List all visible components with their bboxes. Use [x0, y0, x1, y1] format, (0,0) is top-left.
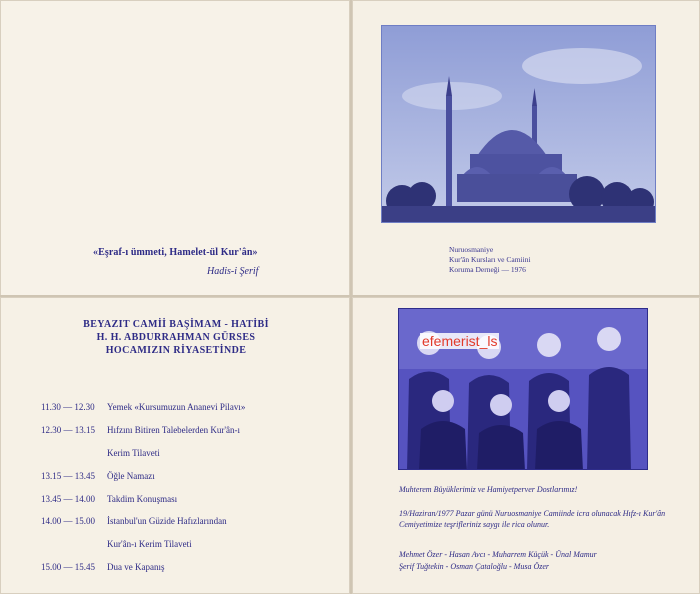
program-row: [41, 562, 164, 572]
program-row: [41, 448, 160, 458]
horizontal-fold: [0, 295, 700, 297]
mosque-illustration: [382, 26, 656, 223]
panel-top-left: [0, 0, 350, 296]
program-time: 13.45 — 14.00: [41, 494, 95, 504]
program-row: [41, 494, 177, 504]
signatories: [399, 549, 669, 573]
hadith-quote: «Eşraf-ı ümmeti, Hamelet-ül Kur'ân»: [93, 247, 258, 258]
program-item: Öğle Namazı: [107, 471, 155, 481]
panel-bottom-left: [0, 297, 350, 594]
caption-line: Koruma Derneği — 1976: [449, 265, 526, 274]
names-line: Mehmet Özer - Hasan Avcı - Muharrem Küçük - Ünal Mamur: [399, 550, 597, 559]
hadith-source: Hadis-i Şerif: [207, 266, 259, 277]
program-item: Hıfzını Bitiren Talebelerden Kur'ân-ı: [107, 425, 241, 435]
program-time: 13.15 — 13.45: [41, 471, 95, 481]
program-time: 11.30 — 12.30: [41, 402, 95, 412]
program-time: 14.00 — 15.00: [41, 516, 95, 526]
panel-bottom-right: [352, 297, 700, 594]
watermark-label: efemerist_ls: [422, 333, 498, 349]
program-row: [41, 471, 155, 481]
program-item: Yemek «Kursumuzun Ananevi Pilavı»: [107, 402, 246, 412]
mosque-caption: [449, 245, 531, 275]
program-item: Takdim Konuşması: [107, 494, 178, 504]
header-line: HOCAMIZIN RİYASETİNDE: [105, 345, 247, 356]
program-row: [41, 425, 240, 435]
program-time: 12.30 — 13.15: [41, 425, 95, 435]
program-item: Dua ve Kapanış: [107, 562, 165, 572]
names-line: Şerif Tuğtekin - Osman Çataloğlu - Musa Özer: [399, 562, 549, 571]
program-time: 15.00 — 15.45: [41, 562, 95, 572]
caption-line: Nuruosmaniye: [449, 245, 494, 254]
program-item: İstanbul'un Güzide Hafızlarından: [107, 516, 227, 526]
panel-top-right: [352, 0, 700, 296]
vertical-fold: [350, 0, 352, 594]
program-row: [41, 516, 227, 526]
header-line: BEYAZIT CAMİİ BAŞİMAM - HATİBİ: [83, 319, 269, 330]
program-row: [41, 539, 192, 549]
presidency-header: [1, 318, 351, 357]
caption-line: Kur'ân Kursları ve Camiini: [449, 255, 531, 264]
program-row: [41, 402, 245, 412]
program-item: Kerim Tilaveti: [107, 448, 160, 458]
invitation-text: 19/Haziran/1977 Pazar günü Nuruosmaniye Camiinde icra olunacak Hıfz-ı Kur'ân Cemiyetimize teşrifleriniz saygı ile rica olunur.: [399, 509, 666, 529]
program-item: Kur'ân-ı Kerim Tilaveti: [107, 539, 192, 549]
mosque-photo: [381, 25, 656, 223]
greeting: Muhterem Büyüklerimiz ve Hamiyetperver Dostlarımız!: [399, 485, 578, 494]
header-line: H. H. ABDURRAHMAN GÜRSES: [96, 332, 256, 343]
